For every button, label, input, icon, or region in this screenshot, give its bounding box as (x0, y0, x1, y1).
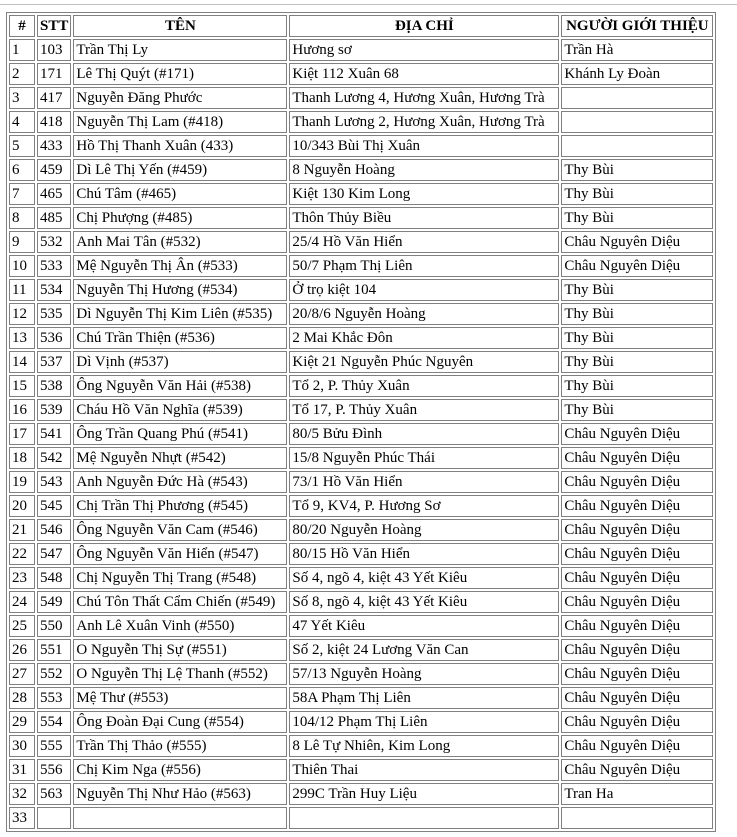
cell-referrer: Tran Ha (561, 783, 713, 805)
header-address: ĐỊA CHỈ (289, 15, 559, 37)
table-row (9, 807, 713, 829)
cell-name: Ông Nguyễn Văn Hiển (#547) (73, 543, 287, 565)
cell-stt: 543 (37, 471, 71, 493)
cell-stt: 535 (37, 303, 71, 325)
cell-name: Ông Đoàn Đại Cung (#554) (73, 711, 287, 733)
cell-index: 20 (9, 495, 35, 517)
cell-referrer: Thy Bùi (561, 159, 713, 181)
cell-name: Cháu Hồ Văn Nghĩa (#539) (73, 399, 287, 421)
cell-address: 8 Nguyễn Hoàng (289, 159, 559, 181)
header-referrer: NGƯỜI GIỚI THIỆU (561, 15, 713, 37)
cell-name: Dì Vịnh (#537) (73, 351, 287, 373)
table-row (9, 759, 713, 781)
table-row (9, 63, 713, 85)
cell-referrer: Châu Nguyên Diệu (561, 543, 713, 565)
cell-address: Tổ 2, P. Thủy Xuân (289, 375, 559, 397)
cell-name: Chú Tôn Thất Cẩm Chiến (#549) (73, 591, 287, 613)
cell-referrer: Trần Hà (561, 39, 713, 61)
cell-name: Nguyễn Thị Lam (#418) (73, 111, 287, 133)
cell-referrer: Châu Nguyên Diệu (561, 663, 713, 685)
cell-address: 58A Phạm Thị Liên (289, 687, 559, 709)
cell-index: 24 (9, 591, 35, 613)
table-row (9, 87, 713, 109)
cell-stt: 534 (37, 279, 71, 301)
cell-referrer: Châu Nguyên Diệu (561, 447, 713, 469)
cell-referrer: Châu Nguyên Diệu (561, 711, 713, 733)
cell-index: 8 (9, 207, 35, 229)
cell-index: 14 (9, 351, 35, 373)
cell-referrer (561, 135, 713, 157)
cell-index: 22 (9, 543, 35, 565)
table-row (9, 471, 713, 493)
cell-name: Ông Trần Quang Phú (#541) (73, 423, 287, 445)
table-row (9, 615, 713, 637)
cell-stt: 542 (37, 447, 71, 469)
table-row (9, 519, 713, 541)
table-row (9, 159, 713, 181)
cell-referrer: Châu Nguyên Diệu (561, 735, 713, 757)
cell-stt: 541 (37, 423, 71, 445)
header-index: # (9, 15, 35, 37)
cell-name: Anh Lê Xuân Vinh (#550) (73, 615, 287, 637)
cell-address: 57/13 Nguyễn Hoàng (289, 663, 559, 685)
cell-stt: 536 (37, 327, 71, 349)
table-row (9, 399, 713, 421)
cell-name: Ông Nguyễn Văn Hải (#538) (73, 375, 287, 397)
table-row (9, 39, 713, 61)
cell-index: 12 (9, 303, 35, 325)
cell-stt: 433 (37, 135, 71, 157)
cell-stt: 418 (37, 111, 71, 133)
table-row (9, 735, 713, 757)
cell-index: 23 (9, 567, 35, 589)
cell-address: 8 Lê Tự Nhiên, Kim Long (289, 735, 559, 757)
cell-stt: 465 (37, 183, 71, 205)
cell-address: Thanh Lương 4, Hương Xuân, Hương Trà (289, 87, 559, 109)
cell-referrer: Châu Nguyên Diệu (561, 591, 713, 613)
cell-index: 19 (9, 471, 35, 493)
table-row (9, 351, 713, 373)
cell-address: 80/20 Nguyễn Hoàng (289, 519, 559, 541)
cell-name: Chị Trần Thị Phương (#545) (73, 495, 287, 517)
table-row (9, 303, 713, 325)
table-row (9, 567, 713, 589)
cell-stt: 459 (37, 159, 71, 181)
table-row (9, 783, 713, 805)
cell-name: Hồ Thị Thanh Xuân (433) (73, 135, 287, 157)
cell-stt: 551 (37, 639, 71, 661)
table-body (9, 39, 713, 829)
cell-name: Chú Trần Thiện (#536) (73, 327, 287, 349)
cell-index: 3 (9, 87, 35, 109)
cell-referrer: Thy Bùi (561, 183, 713, 205)
cell-stt (37, 807, 71, 829)
table-row (9, 663, 713, 685)
cell-address: Số 4, ngõ 4, kiệt 43 Yết Kiêu (289, 567, 559, 589)
cell-address (289, 807, 559, 829)
cell-address: 2 Mai Khắc Đôn (289, 327, 559, 349)
cell-referrer: Thy Bùi (561, 375, 713, 397)
table-row (9, 231, 713, 253)
cell-referrer: Thy Bùi (561, 351, 713, 373)
cell-referrer: Châu Nguyên Diệu (561, 519, 713, 541)
cell-address: Kiệt 112 Xuân 68 (289, 63, 559, 85)
cell-index: 7 (9, 183, 35, 205)
cell-address: Tổ 9, KV4, P. Hương Sơ (289, 495, 559, 517)
header-stt: STT (37, 15, 71, 37)
cell-name: Mệ Thư (#553) (73, 687, 287, 709)
cell-name: Mệ Nguyễn Thị Ân (#533) (73, 255, 287, 277)
table-row (9, 279, 713, 301)
cell-name: Trần Thị Ly (73, 39, 287, 61)
beneficiary-table (6, 12, 716, 832)
cell-name: Anh Nguyễn Đức Hà (#543) (73, 471, 287, 493)
cell-address: 20/8/6 Nguyễn Hoàng (289, 303, 559, 325)
cell-index: 1 (9, 39, 35, 61)
cell-stt: 546 (37, 519, 71, 541)
cell-referrer: Thy Bùi (561, 207, 713, 229)
table-row (9, 423, 713, 445)
cell-referrer: Châu Nguyên Diệu (561, 639, 713, 661)
cell-index: 29 (9, 711, 35, 733)
cell-stt: 555 (37, 735, 71, 757)
cell-referrer: Châu Nguyên Diệu (561, 471, 713, 493)
cell-name: Chị Nguyễn Thị Trang (#548) (73, 567, 287, 589)
cell-stt: 548 (37, 567, 71, 589)
cell-referrer: Châu Nguyên Diệu (561, 687, 713, 709)
cell-address: Hương sơ (289, 39, 559, 61)
cell-referrer: Châu Nguyên Diệu (561, 495, 713, 517)
table-row (9, 543, 713, 565)
cell-address: 25/4 Hồ Văn Hiển (289, 231, 559, 253)
cell-stt: 485 (37, 207, 71, 229)
table-row (9, 111, 713, 133)
cell-address: Số 8, ngõ 4, kiệt 43 Yết Kiêu (289, 591, 559, 613)
cell-index: 17 (9, 423, 35, 445)
cell-address: Thanh Lương 2, Hương Xuân, Hương Trà (289, 111, 559, 133)
cell-index: 16 (9, 399, 35, 421)
table-row (9, 207, 713, 229)
cell-index: 25 (9, 615, 35, 637)
cell-index: 31 (9, 759, 35, 781)
cell-referrer: Thy Bùi (561, 303, 713, 325)
cell-name: Nguyễn Đăng Phước (73, 87, 287, 109)
cell-address: 47 Yết Kiêu (289, 615, 559, 637)
cell-name: Dì Nguyễn Thị Kim Liên (#535) (73, 303, 287, 325)
cell-referrer: Châu Nguyên Diệu (561, 615, 713, 637)
cell-stt: 533 (37, 255, 71, 277)
table-row (9, 327, 713, 349)
table-row (9, 255, 713, 277)
cell-name: Dì Lê Thị Yến (#459) (73, 159, 287, 181)
cell-name: Nguyễn Thị Hương (#534) (73, 279, 287, 301)
cell-address: Số 2, kiệt 24 Lương Văn Can (289, 639, 559, 661)
cell-index: 15 (9, 375, 35, 397)
cell-referrer (561, 807, 713, 829)
cell-index: 18 (9, 447, 35, 469)
cell-name: O Nguyễn Thị Lệ Thanh (#552) (73, 663, 287, 685)
cell-referrer: Châu Nguyên Diệu (561, 255, 713, 277)
cell-index: 10 (9, 255, 35, 277)
cell-stt: 550 (37, 615, 71, 637)
cell-address: Kiệt 130 Kim Long (289, 183, 559, 205)
table-row (9, 183, 713, 205)
cell-index: 26 (9, 639, 35, 661)
cell-referrer: Châu Nguyên Diệu (561, 423, 713, 445)
cell-referrer: Khánh Ly Đoàn (561, 63, 713, 85)
cell-stt: 556 (37, 759, 71, 781)
cell-index: 33 (9, 807, 35, 829)
table-row (9, 135, 713, 157)
cell-index: 11 (9, 279, 35, 301)
cell-stt: 103 (37, 39, 71, 61)
cell-stt: 537 (37, 351, 71, 373)
cell-name: Chị Phượng (#485) (73, 207, 287, 229)
cell-index: 6 (9, 159, 35, 181)
cell-address: 80/15 Hồ Văn Hiển (289, 543, 559, 565)
table-row (9, 495, 713, 517)
cell-stt: 563 (37, 783, 71, 805)
header-name: TÊN (73, 15, 287, 37)
cell-stt: 417 (37, 87, 71, 109)
cell-index: 21 (9, 519, 35, 541)
table-row (9, 447, 713, 469)
cell-name: Ông Nguyễn Văn Cam (#546) (73, 519, 287, 541)
cell-index: 5 (9, 135, 35, 157)
cell-address: Tổ 17, P. Thủy Xuân (289, 399, 559, 421)
cell-referrer (561, 111, 713, 133)
cell-name: Anh Mai Tân (#532) (73, 231, 287, 253)
cell-address: Thôn Thủy Biều (289, 207, 559, 229)
cell-stt: 554 (37, 711, 71, 733)
cell-address: 299C Trần Huy Liệu (289, 783, 559, 805)
cell-address: 10/343 Bùi Thị Xuân (289, 135, 559, 157)
cell-index: 28 (9, 687, 35, 709)
cell-referrer: Thy Bùi (561, 327, 713, 349)
cell-stt: 171 (37, 63, 71, 85)
cell-referrer: Thy Bùi (561, 279, 713, 301)
cell-name: Chị Kim Nga (#556) (73, 759, 287, 781)
cell-name: Mệ Nguyễn Nhựt (#542) (73, 447, 287, 469)
cell-index: 30 (9, 735, 35, 757)
cell-index: 2 (9, 63, 35, 85)
cell-referrer: Châu Nguyên Diệu (561, 759, 713, 781)
cell-index: 4 (9, 111, 35, 133)
cell-address: 80/5 Bửu Đình (289, 423, 559, 445)
cell-stt: 549 (37, 591, 71, 613)
cell-index: 9 (9, 231, 35, 253)
cell-stt: 545 (37, 495, 71, 517)
table-row (9, 711, 713, 733)
cell-index: 13 (9, 327, 35, 349)
cell-referrer: Châu Nguyên Diệu (561, 231, 713, 253)
top-divider (0, 4, 737, 5)
cell-address: 104/12 Phạm Thị Liên (289, 711, 559, 733)
cell-address: 73/1 Hồ Văn Hiển (289, 471, 559, 493)
table-row (9, 639, 713, 661)
cell-stt: 553 (37, 687, 71, 709)
cell-stt: 538 (37, 375, 71, 397)
cell-referrer (561, 87, 713, 109)
cell-address: Kiệt 21 Nguyễn Phúc Nguyên (289, 351, 559, 373)
cell-stt: 552 (37, 663, 71, 685)
cell-name (73, 807, 287, 829)
cell-index: 32 (9, 783, 35, 805)
cell-referrer: Châu Nguyên Diệu (561, 567, 713, 589)
table-row (9, 591, 713, 613)
cell-address: 15/8 Nguyễn Phúc Thái (289, 447, 559, 469)
cell-stt: 547 (37, 543, 71, 565)
cell-name: Lê Thị Quýt (#171) (73, 63, 287, 85)
cell-name: Chú Tâm (#465) (73, 183, 287, 205)
cell-name: Nguyễn Thị Như Hảo (#563) (73, 783, 287, 805)
cell-address: Thiên Thai (289, 759, 559, 781)
header-row (9, 15, 713, 37)
cell-referrer: Thy Bùi (561, 399, 713, 421)
table-row (9, 687, 713, 709)
cell-address: 50/7 Phạm Thị Liên (289, 255, 559, 277)
table-row (9, 375, 713, 397)
cell-address: Ở trọ kiệt 104 (289, 279, 559, 301)
cell-stt: 539 (37, 399, 71, 421)
cell-index: 27 (9, 663, 35, 685)
cell-stt: 532 (37, 231, 71, 253)
cell-name: Trần Thị Thảo (#555) (73, 735, 287, 757)
cell-name: O Nguyễn Thị Sự (#551) (73, 639, 287, 661)
